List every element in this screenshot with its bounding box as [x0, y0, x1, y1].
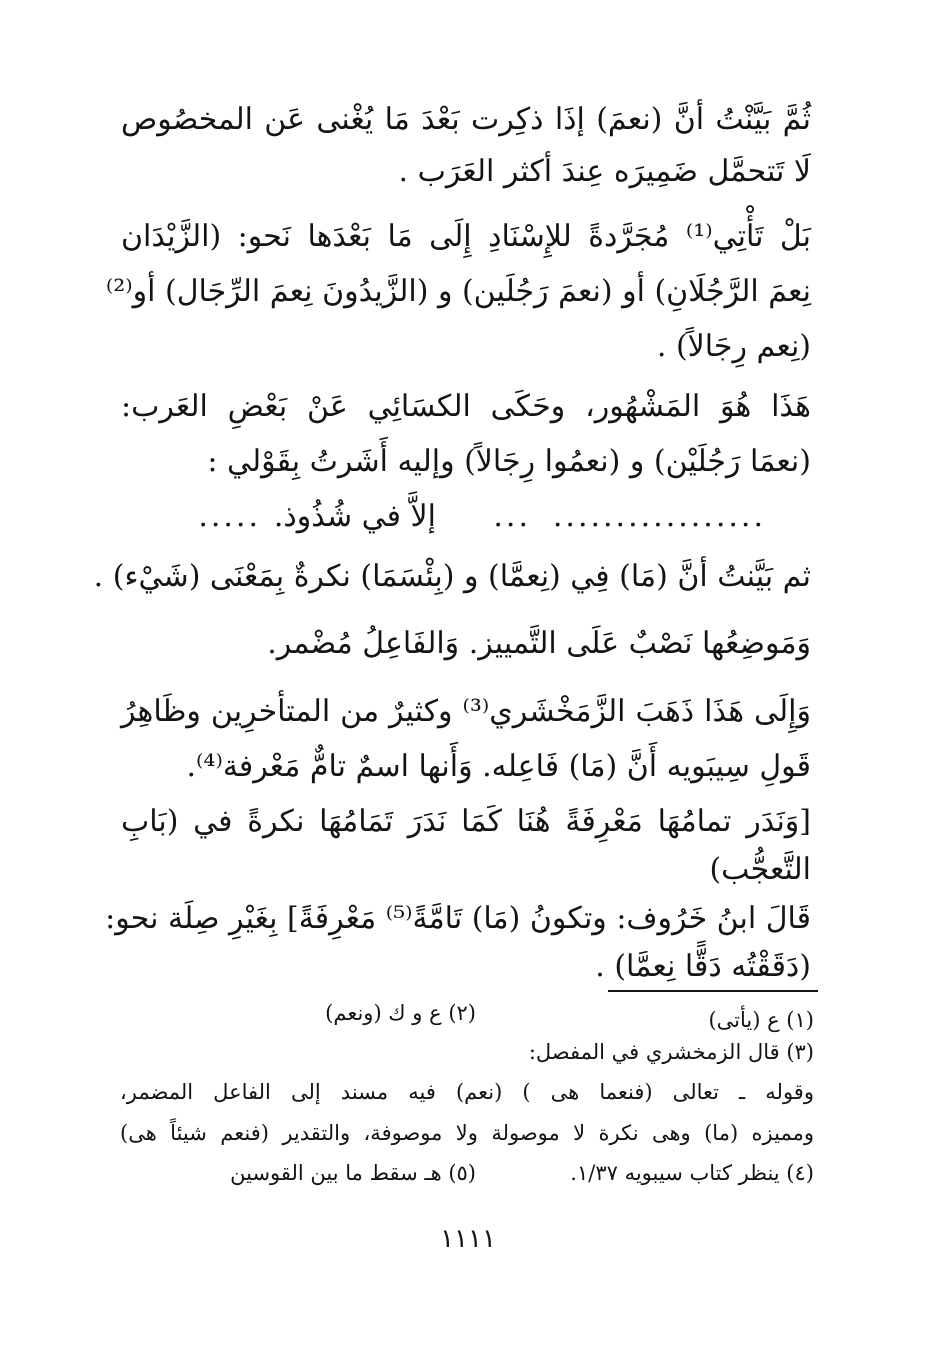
body-line-4: نِعمَ الرَّجُلَانِ) أو (نعمَ رَجُلَين) و (الزَّيدُونَ نِعمَ الرِّجَال) أو⁽²⁾	[105, 274, 811, 309]
page-number: ١١١١	[440, 1224, 496, 1254]
footnote-1: (١) ع (يأتى)	[708, 1008, 814, 1032]
footnote-4: (٤) ينظر كتاب سيبويه ١/٣٧.	[570, 1161, 814, 1185]
footnote-3-line-1: وقوله ـ تعالى (فنعما هى ) (نعم) فيه مسند إلى الفاعل المضمر،	[120, 1080, 814, 1104]
body-line-6: هَذَا هُوَ المَشْهُور، وحَكَى الكسَائِي عَنْ بَعْضِ العَرب:	[121, 389, 811, 424]
body-line-15: (دَقَقْتُه دَقًّا نِعمَّا) .	[595, 949, 811, 984]
footnote-3-line-2: ومميزه (ما) وهى نكرة لا موصولة ولا موصوفة، والتقدير (فنعم شيئاً هى)	[120, 1121, 814, 1145]
footnote-5: (٥) هـ سقط ما بين القوسين	[230, 1161, 476, 1185]
ellipsis-right: .................	[552, 499, 766, 534]
ellipsis-middle: ...	[493, 499, 531, 534]
footnote-2: (٢) ع و ك (ونعم)	[325, 1001, 476, 1025]
body-line-14: قَالَ ابنُ خَرُوف: وتكونُ (مَا) تَامَّةً⁽⁵⁾ مَعْرِفَةً] بِغَيْرِ صِلَة نحو:	[105, 901, 811, 936]
body-line-1: ثُمَّ بَيَّنْتُ أنَّ (نعمَ) إذَا ذكِرت بَعْدَ مَا يُغْنى عَن المخصُوص	[121, 102, 811, 137]
body-line-9: وَمَوضِعُها نَصْبٌ عَلَى التَّمييز. وَالفَاعِلُ مُضْمر.	[267, 626, 811, 661]
body-line-8: ثم بَيَّنتُ أنَّ (مَا) فِي (نِعمَّا) و (بِئْسَمَا) نكرةٌ بِمَعْنَى (شَيْء) .	[93, 559, 811, 594]
body-line-10: وَإِلَى هَذَا ذَهَبَ الزَّمَخْشَري⁽³⁾ وكثيرٌ من المتأخرِين وظَاهِرُ	[121, 694, 811, 729]
body-line-7: (نعمَا رَجُلَيْن) و (نعمُوا رِجَالاً) وإليه أَشَرتُ بِقَوْلي :	[207, 444, 811, 479]
body-line-13: التَّعجُّب)	[709, 852, 811, 887]
body-line-11: قَولِ سِيبَويه أَنَّ (مَا) فَاعِله. وَأَنها اسمٌ تامٌّ مَعْرفة⁽⁴⁾.	[186, 749, 811, 784]
body-line-3: بَلْ تَأْتِي⁽¹⁾ مُجَرَّدةً للإِسْنَادِ إِلَى مَا بَعْدَها نَحو: (الزَّيْدَان	[121, 219, 811, 254]
footnote-3: (٣) قال الزمخشري في المفصل:	[528, 1040, 814, 1064]
ellipsis-left: .....	[198, 499, 261, 534]
body-line-2: لَا تَتحمَّل ضَمِيرَه عِندَ أكثر العَرَب .	[398, 154, 811, 189]
body-line-5: (نِعم رِجَالاً) .	[656, 329, 811, 364]
body-line-12: [وَنَدَر تمامُهَا مَعْرِفَةً هُنَا كَمَا نَدَرَ تَمَامُهَا نكرةً في (بَابِ	[121, 804, 811, 839]
verse-hemistich: إلاَّ في شُذُوذ.	[273, 499, 436, 534]
footnote-separator	[608, 990, 818, 992]
